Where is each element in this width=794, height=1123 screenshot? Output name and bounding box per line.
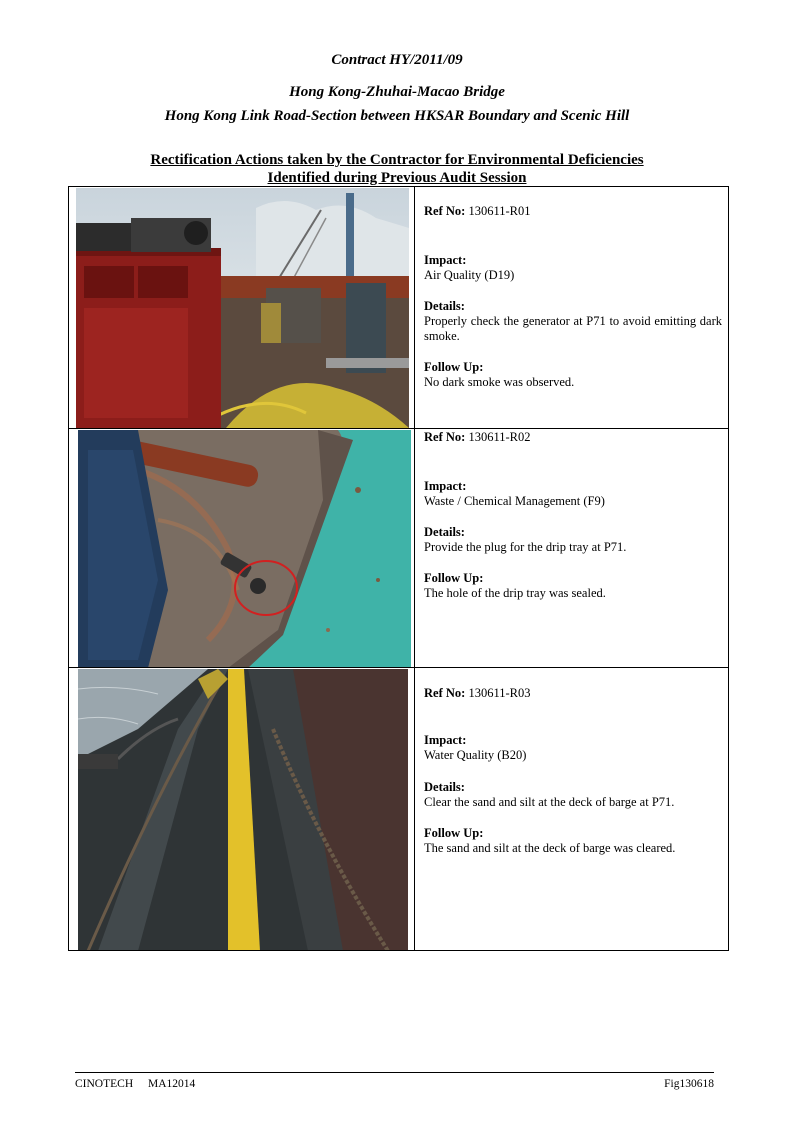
photo-cell <box>69 668 415 950</box>
impact-label: Impact: <box>424 253 467 267</box>
record-row <box>69 428 728 667</box>
impact-label: Impact: <box>424 479 467 493</box>
impact-value: Water Quality (B20) <box>424 748 527 762</box>
record-row <box>69 187 728 428</box>
rectification-table <box>68 186 729 951</box>
details-label: Details: <box>424 299 465 313</box>
record-row <box>69 667 728 950</box>
follow-up-label: Follow Up: <box>424 826 484 840</box>
impact-value: Waste / Chemical Management (F9) <box>424 494 605 508</box>
contract-number: Contract HY/2011/09 <box>331 52 463 68</box>
footer-figure-number: Fig130618 <box>664 1078 714 1090</box>
page-title-line2: Identified during Previous Audit Session <box>267 170 527 186</box>
footer-company: CINOTECH <box>75 1078 134 1090</box>
ref-label: Ref No: <box>424 686 466 700</box>
page-title-line1: Rectification Actions taken by the Contractor for Environmental Deficiencies <box>150 152 644 168</box>
generator-photo <box>76 188 409 428</box>
follow-up-value: The sand and silt at the deck of barge was cleared. <box>424 841 676 855</box>
footer-doc-ref: MA12014 <box>148 1078 196 1090</box>
details-label: Details: <box>424 780 465 794</box>
project-name: Hong Kong-Zhuhai-Macao Bridge <box>289 84 505 100</box>
follow-up-label: Follow Up: <box>424 360 484 374</box>
follow-up-value: The hole of the drip tray was sealed. <box>424 586 606 600</box>
details-value: Clear the sand and silt at the deck of barge at P71. <box>424 795 675 809</box>
ref-label: Ref No: <box>424 204 466 218</box>
barge-deck-photo <box>78 669 408 950</box>
follow-up-value: No dark smoke was observed. <box>424 375 575 389</box>
photo-cell <box>69 187 415 428</box>
impact-value: Air Quality (D19) <box>424 268 515 282</box>
photo-cell <box>69 429 415 667</box>
follow-up-label: Follow Up: <box>424 571 484 585</box>
impact-label: Impact: <box>424 733 467 747</box>
details-value: Properly check the generator at P71 to avoid emitting dark smoke. <box>424 314 722 343</box>
drip-tray-photo <box>78 430 411 667</box>
footer-divider <box>75 1072 714 1073</box>
ref-number: 130611-R03 <box>468 686 531 700</box>
project-section: Hong Kong Link Road-Section between HKSAR Boundary and Scenic Hill <box>164 108 630 124</box>
details-value: Provide the plug for the drip tray at P71. <box>424 540 627 554</box>
ref-number: 130611-R01 <box>468 204 531 218</box>
ref-label: Ref No: <box>424 430 466 444</box>
details-label: Details: <box>424 525 465 539</box>
ref-number: 130611-R02 <box>468 430 531 444</box>
